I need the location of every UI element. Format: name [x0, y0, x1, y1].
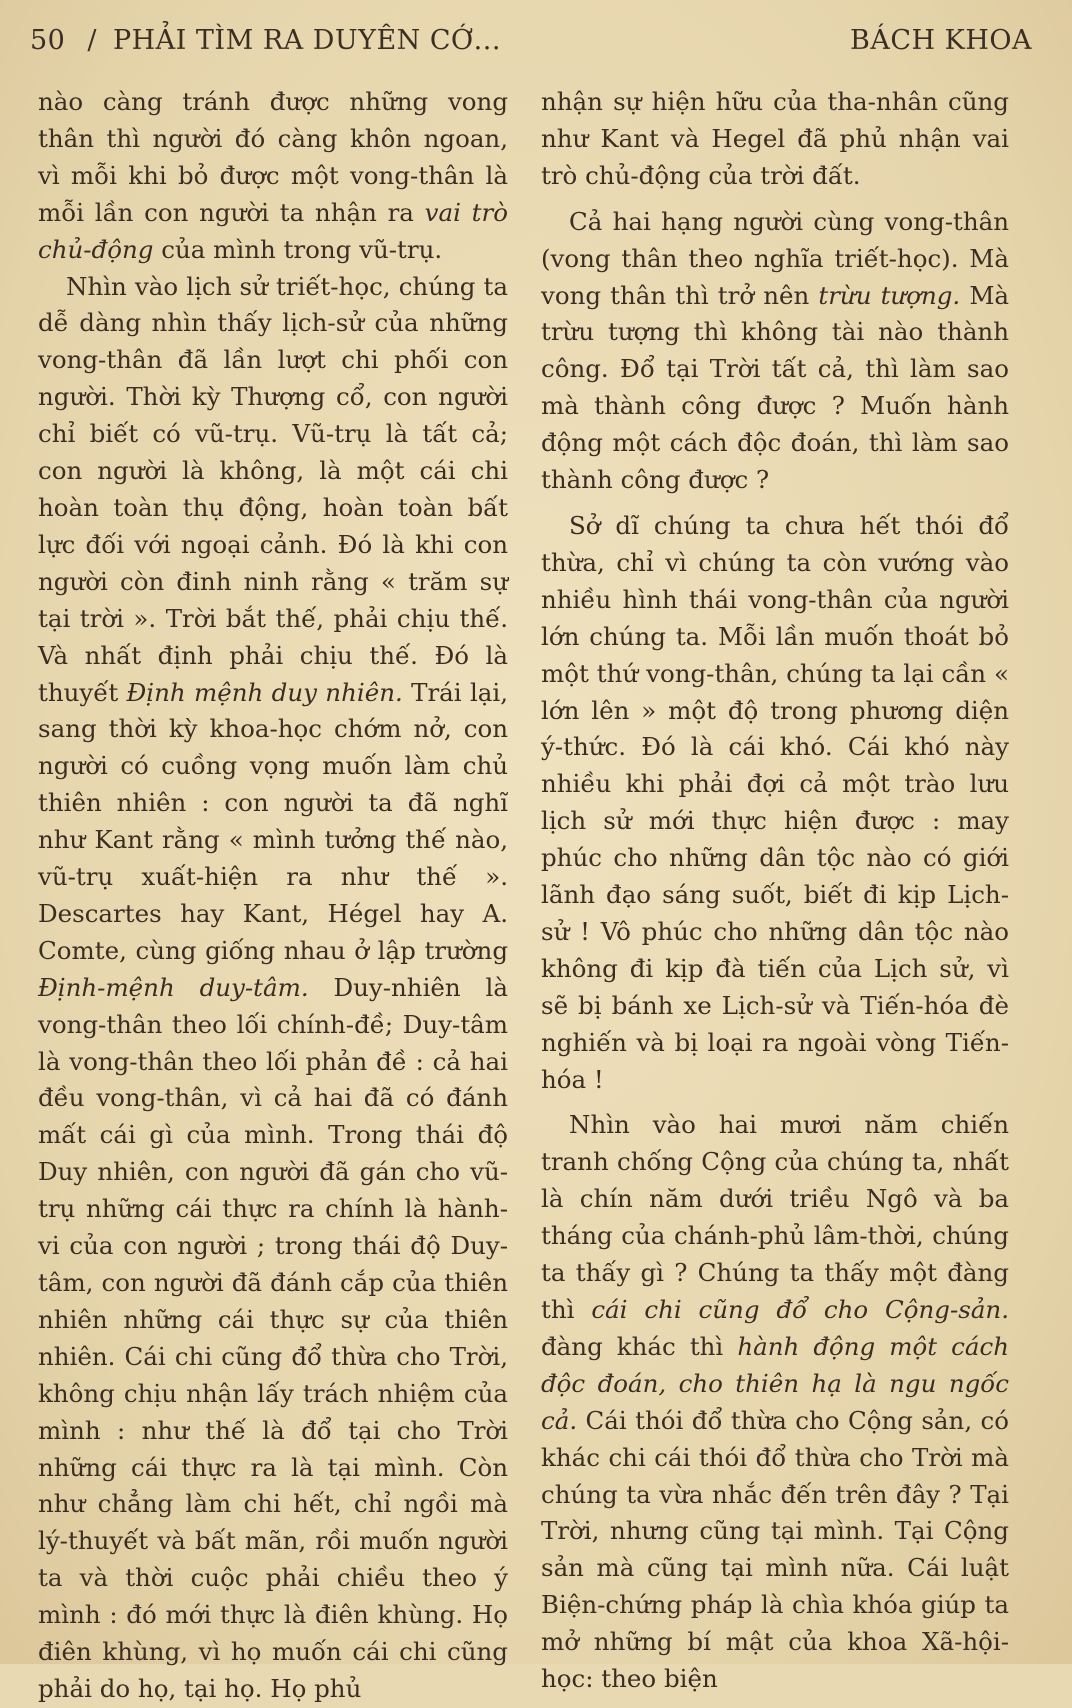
page-header [30, 14, 1032, 66]
header-separator: / [87, 24, 97, 56]
text-run: Duy-nhiên là vong-thân theo lối chính-đề; Duy-tâm là vong-thân theo lối phản đề : cả hai đều vong-thân, vì cả hai đã có đánh mất cái gì của mình. Trong thái độ Duy nhiên, con người đã gán cho vũ-trụ những cái thực ra chính là hành-vi của con người ; trong thái độ Duy-tâm, con người đã đánh cắp của thiên nhiên những cái thực sự của thiên nhiên. Cái chi cũng đổ thừa cho Trời, không chịu nhận lấy trách nhiệm của mình : như thế là đổ tại cho Trời những cái thực ra là tại mình. Còn như chẳng làm chi hết, chỉ ngồi mà lý-thuyết và bất mãn, rồi muốn người ta và thời cuộc phải chiều theo ý mình : đó mới thực là điên khùng. Họ điên khùng, vì họ muốn cái chi cũng phải do họ, tại họ. Họ phủ [38, 972, 508, 1703]
right-paragraph-1: nhận sự hiện hữu của tha-nhân cũng như Kant và Hegel đã phủ nhận vai trò chủ-động của trời đất. [541, 87, 1009, 190]
italic-phrase: trừu tượng. [818, 280, 961, 310]
right-paragraph-3: Sở dĩ chúng ta chưa hết thói đổ thừa, chỉ vì chúng ta còn vướng vào nhiều hình thái vong-thân của người lớn chúng ta. Mỗi lần muốn thoát bỏ một thứ vong-thân, chúng ta lại cần « lớn lên » một độ trong phương diện ý-thức. Đó là cái khó. Cái khó này nhiều khi phải đợi cả một trào lưu lịch sử mới thực hiện được : may phúc cho những dân tộc nào có giới lãnh đạo sáng suốt, biết đi kịp Lịch-sử ! Vô phúc cho những dân tộc nào không đi kịp đà tiến của Lịch sử, vì sẽ bị bánh xe Lịch-sử và Tiến-hóa đè nghiến và bị loại ra ngoài vòng Tiến-hóa ! [541, 510, 1009, 1094]
italic-phrase: cái chi cũng đổ cho Cộng-sản. [591, 1295, 1010, 1324]
italic-phrase: vai trò chủ-động [38, 197, 508, 264]
left-paragraph-2 [38, 269, 508, 1708]
text-run: đàng khác thì [541, 1331, 738, 1361]
running-title: PHẢI TÌM RA DUYÊN CỚ... [112, 24, 501, 56]
right-paragraph-2 [541, 204, 1009, 499]
text-run: Nhìn vào hai mươi năm chiến tranh chống Cộng của chúng ta, nhất là chín năm dưới triều Ngô và ba tháng của chánh-phủ lâm-thời, chúng ta thấy gì ? Chúng ta thấy một đàng thì [541, 1110, 1009, 1324]
text-run: Cả hai hạng người cùng vong-thân (vong thân theo nghĩa triết-học). Mà vong thân thì trở nên [541, 206, 1009, 310]
text-run: Cái thói đổ thừa cho Cộng sản, có khác chi cái thói đổ thừa cho Trời mà chúng ta vừa nhắc đến trên đây ? Tại Trời, nhưng cũng tại mình. Tại Cộng sản mà cũng tại mình nữa. Cái luật Biện-chứng pháp là chìa khóa giúp ta mở những bí mật của khoa Xã-hội-học: theo biện [541, 1405, 1009, 1694]
journal-name: BÁCH KHOA [850, 24, 1032, 56]
right-column [541, 84, 1009, 1698]
left-paragraph-1 [38, 84, 508, 269]
text-run: Mà trừu tượng thì không tài nào thành công. Đổ tại Trời tất cả, thì làm sao mà thành công được ? Muốn hành động một cách độc đoán, thì làm sao thành công được ? [541, 280, 1010, 495]
italic-phrase: hành động một cách độc đoán, cho thiên hạ là ngu ngốc cả. [541, 1331, 1009, 1435]
text-run: nào càng tránh được những vong thân thì người đó càng khôn ngoan, vì mỗi khi bỏ được một vong-thân là mỗi lần con người ta nhận ra [38, 87, 508, 227]
left-column [38, 84, 508, 1708]
italic-phrase: Định-mệnh duy-tâm. [38, 972, 309, 1002]
text-run: Trái lại, sang thời kỳ khoa-học chớm nở, con người có cuồng vọng muốn làm chủ thiên nhiên : con người ta đã nghĩ như Kant rằng « mình tưởng thế nào, vũ-trụ xuất-hiện ra như thế ». Descartes hay Kant, Hégel hay A. Comte, cùng giống nhau ở lập trường [38, 677, 509, 965]
right-paragraph-4 [541, 1107, 1009, 1698]
text-run: của mình trong vũ-trụ. [153, 234, 443, 264]
page-number: 50 [30, 24, 66, 56]
text-run: Nhìn vào lịch sử triết-học, chúng ta dễ dàng nhìn thấy lịch-sử của những vong-thân đã lần lượt chi phối con người. Thời kỳ Thượng cổ, con người chỉ biết có vũ-trụ. Vũ-trụ là tất cả; con người là không, là một cái chi hoàn toàn thụ động, hoàn toàn bất lực đối với ngoại cảnh. Đó là khi con người còn đinh ninh rằng « trăm sự tại trời ». Trời bắt thế, phải chịu thế. Và nhất định phải chịu thế. Đó là thuyết [38, 271, 508, 707]
italic-phrase: Định mệnh duy nhiên. [126, 677, 403, 707]
